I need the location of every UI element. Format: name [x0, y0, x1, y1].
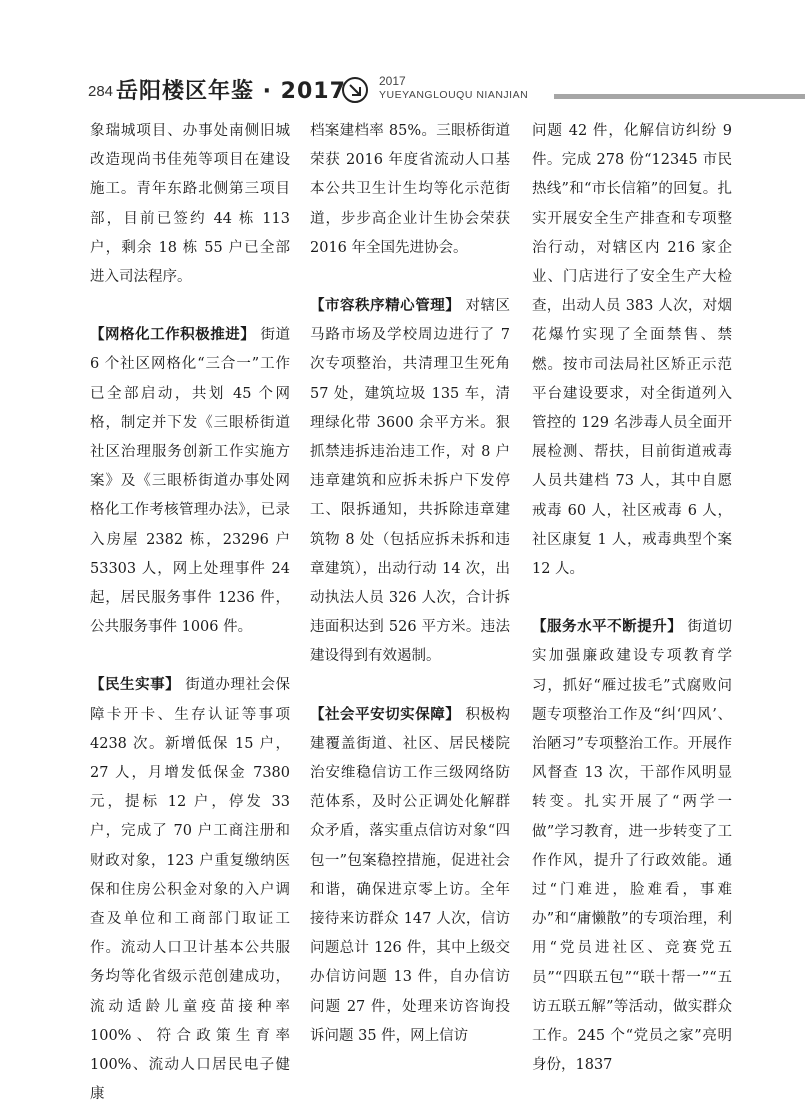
yearbook-title: 岳阳楼区年鉴 · 2017 — [116, 79, 346, 104]
paragraph: 问题 42 件，化解信访纠纷 9 件。完成 278 份“12345 市民热线”和“市长信箱”的回复。扎实开展安全生产排查和专项整治行动，对辖区内 216 家企业、门店进行了安全生产大检查，出动人员 383 人次，对烟花爆竹实现了全面禁售、禁燃。按市司法局社区矫正示范平台建设要求，对全街道列入管控的 129 名涉毒人员全面开展检测、帮扶，目前街道戒毒人员共建档 73 人，其中自愿戒毒 60 人，社区戒毒 6 人，社区康复 1 人，戒毒典型个案 12 人。 — [532, 123, 732, 578]
paragraph: 【市容秩序精心管理】 对辖区马路市场及学校周边进行了 7 次专项整治，共清理卫生死角 57 处，建筑垃圾 135 车，清理绿化带 3600 余平方米。狠抓禁违拆违治违工作，对 8 户违章建筑和应拆未拆户下发停工、限拆通知，共拆除违章建筑物 8 处（包括应拆未拆和违章建筑），出动行动 14 次，出动执法人员 326 人次，合计拆违面积达到 526 平方米。违法建设得到有效遏制。 — [310, 298, 511, 665]
paragraph: 【社会平安切实保障】 积极构建覆盖街道、社区、居民楼院治安维稳信访工作三级网络防范体系，及时公正调处化解群众矛盾，落实重点信访对象“四包一”包案稳控措施，促进社会和谐，确保进京零上访。全年接待来访群众 147 人次，信访问题总计 126 件，其中上级交办信访问题 13 件，自办信访问题 27 件，处理来访咨询投诉问题 35 件，网上信访 — [310, 706, 511, 1044]
paragraph: 档案建档率 85%。三眼桥街道荣获 2016 年度省流动人口基本公共卫生计生均等化示范街道，步步高企业计生协会荣获 2016 年全国先进协会。 — [310, 123, 510, 256]
text-column-2 — [310, 117, 510, 1051]
header-rule — [554, 94, 805, 99]
header-pinyin: YUEYANGLOUQU NIANJIAN — [379, 89, 529, 101]
text-column-1 — [90, 117, 290, 1110]
paragraph: 象瑞城项目、办事处南侧旧城改造现尚书佳苑等项目在建设施工。青年东路北侧第三项目部，目前已签约 44 栋 113 户，剩余 18 栋 55 户已全部进入司法程序。 — [90, 123, 290, 286]
text-column-3 — [532, 117, 732, 1081]
section-heading: 【市容秩序精心管理】 — [310, 298, 461, 315]
section-heading: 【网格化工作积极推进】 — [90, 327, 256, 344]
paragraph: 【民生实事】 街道办理社会保障卡开卡、生存认证等事项 4238 次。新增低保 15 户，27 人，月增发低保金 7380 元，提标 12 户，停发 33 户，完成了 70 户工商注册和财政对象，123 户重复缴纳医保和住房公积金对象的入户调查及单位和工商部门取证工作。流动人口卫计基本公共服务均等化省级示范创建成功，流动适龄儿童疫苗接种率 100%、符合政策生育率 100%、流动人口居民电子健康 — [90, 677, 291, 1103]
paragraph: 【网格化工作积极推进】 街道 6 个社区网格化“三合一”工作已全部启动，共划 45 个网格，制定并下发《三眼桥街道社区治理服务创新工作实施方案》及《三眼桥街道办事处网格化工作考核管理办法》，已录入房屋 2382 栋，23296 户 53303 人，网上处理事件 24 起，居民服务事件 1236 件，公共服务事件 1006 件。 — [90, 327, 291, 636]
page-header — [88, 72, 805, 108]
header-year: 2017 — [379, 74, 406, 88]
page-number: 284 — [88, 83, 114, 100]
paragraph: 【服务水平不断提升】 街道切实加强廉政建设专项教育学习，抓好“雁过拔毛”式腐败问题专项整治工作及“纠‘四风’、治陋习”专项整治工作。开展作风督查 13 次，干部作风明显转变。扎实开展了“两学一做”学习教育，进一步转变了工作作风，提升了行政效能。通过“门难进，脸难看，事难办”和“庸懒散”的专项治理，利用“党员进社区、竞赛党五员”“四联五包”“联十帮一”“五访五联五解”等活动，做实群众工作。245 个“党员之家”亮明身份，1837 — [532, 619, 733, 1074]
section-heading: 【民生实事】 — [90, 677, 181, 694]
section-heading: 【服务水平不断提升】 — [532, 619, 683, 636]
arrow-circle-icon — [341, 76, 369, 104]
section-heading: 【社会平安切实保障】 — [310, 706, 461, 723]
